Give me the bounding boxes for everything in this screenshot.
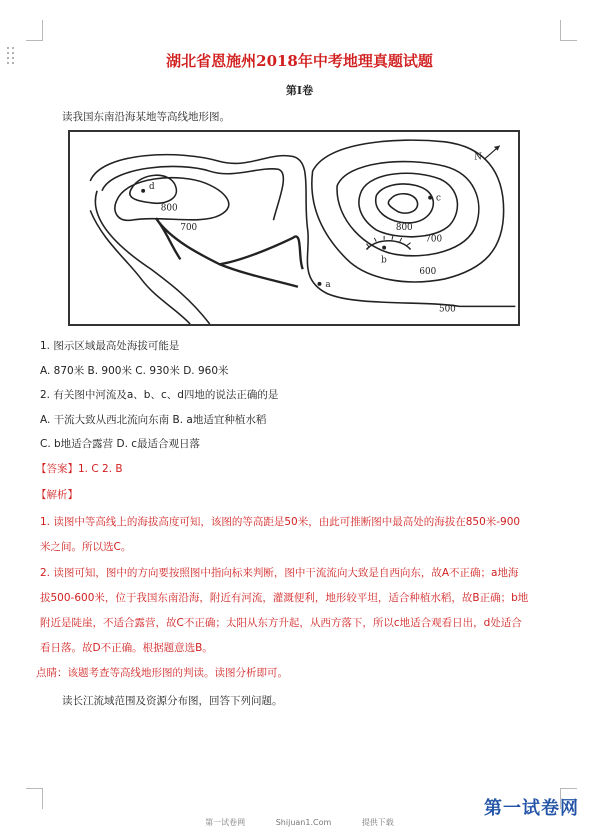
- point-b-marker: [382, 246, 386, 250]
- point-d-marker: [141, 189, 145, 193]
- footer-right: 提供下载: [361, 818, 394, 827]
- page-title: 湖北省恩施州2018年中考地理真题试题: [166, 52, 433, 70]
- footer-middle: Shijuan1.Com: [275, 818, 332, 827]
- next-intro-text: 读长江流域范围及资源分布图，回答下列问题。: [62, 695, 283, 707]
- question-1-stem: 1. 图示区域最高处海拔可能是: [40, 340, 180, 352]
- note-line: 点睛：该题考查等高线地形图的判读。读图分析即可。: [36, 667, 288, 679]
- analysis-header: 【解析】: [36, 489, 78, 501]
- question-2-options-2: C. b地适合露营 D. c最适合观日落: [40, 438, 201, 450]
- intro-text: 读我国东南沿海某地等高线地形图。: [62, 111, 230, 123]
- contour-label-800-right: 800: [395, 222, 413, 233]
- answer-line: 【答案】1. C 2. B: [36, 463, 123, 475]
- crop-mark-bottom-left: [26, 788, 43, 809]
- analysis-line: 拔500-600米，位于我国东南沿海，附近有河流，灌溉便利，地形较平坦，适合种植水稻，故B正确；b地: [40, 592, 529, 604]
- point-b-label: b: [381, 255, 387, 266]
- crop-mark-top-right: [560, 20, 577, 41]
- footer-left: 第一试卷网: [205, 818, 246, 827]
- crop-mark-top-left: [26, 20, 43, 41]
- analysis-line: 看日落。故D不正确。根据题意选B。: [40, 642, 213, 654]
- svg-text:N: N: [474, 152, 482, 163]
- point-c-label: c: [436, 193, 441, 204]
- contour-label-700-right: 700: [425, 234, 443, 245]
- contour-label-600: 600: [419, 267, 437, 278]
- contour-right-800: [376, 184, 434, 223]
- contour-left-lower-2: [95, 191, 209, 324]
- question-2-stem: 2. 有关图中河流及a、b、c、d四地的说法正确的是: [40, 389, 279, 401]
- contour-map: [68, 130, 520, 326]
- river: [156, 218, 303, 287]
- contour-label-700-left: 700: [180, 222, 198, 233]
- contour-b-cliff: [366, 241, 410, 250]
- analysis-line: 米之间。所以选C。: [40, 541, 132, 553]
- question-1-options: A. 870米 B. 900米 C. 930米 D. 960米: [40, 365, 229, 377]
- analysis-line: 附近是陡崖，不适合露营，故C不正确；太阳从东方升起，从西方落下，所以c地适合观看日出，d处适合: [40, 617, 522, 629]
- section-title: 第Ⅰ卷: [285, 84, 314, 97]
- contour-right-inner: [388, 194, 417, 213]
- site-logo: 第一试卷网: [484, 798, 579, 819]
- contour-label-800-left: 800: [160, 203, 178, 214]
- analysis-line: 2. 读图可知，图中的方向要按照图中指向标来判断，图中干流流向大致是自西向东，故A不正确；a地海: [40, 567, 519, 579]
- analysis-line: 1. 读图中等高线上的海拔高度可知，该图的等高距是50米，由此可推断图中最高处的海拔在850米-900: [40, 516, 521, 528]
- contour-label-500: 500: [438, 304, 456, 315]
- point-a-label: a: [325, 279, 331, 290]
- point-a-marker: [318, 282, 322, 286]
- contour-left-outer: [90, 155, 515, 307]
- point-c-marker: [428, 196, 432, 200]
- point-d-label: d: [149, 181, 155, 192]
- question-2-options-1: A. 干流大致从西北流向东南 B. a地适宜种植水稻: [40, 414, 267, 426]
